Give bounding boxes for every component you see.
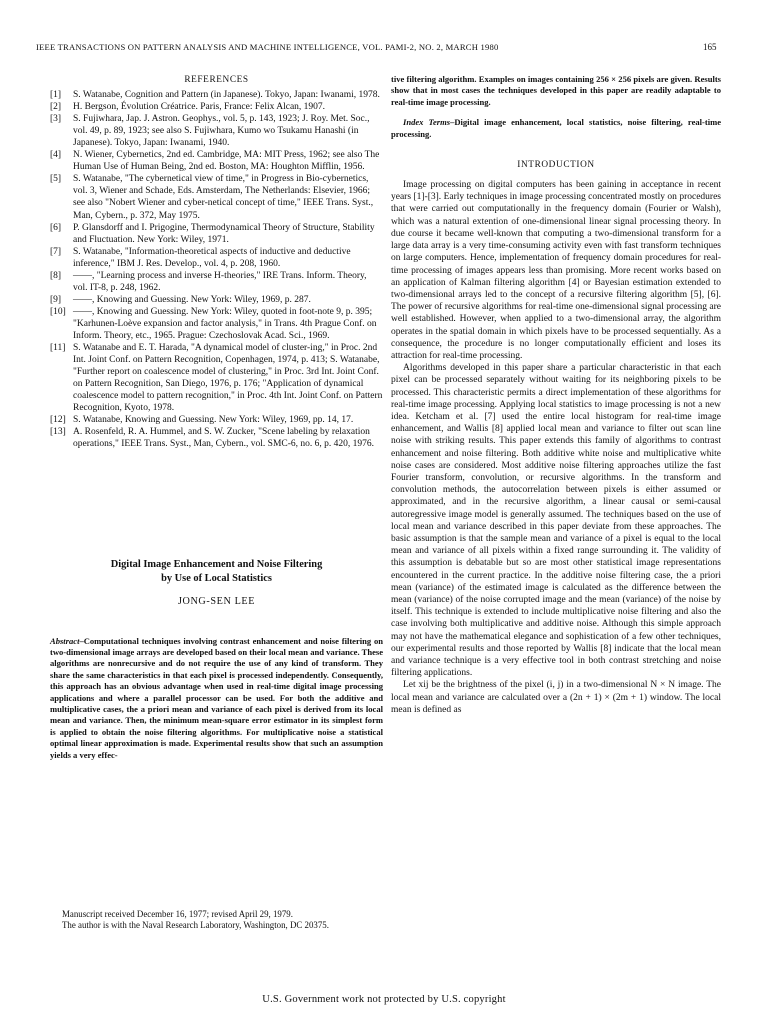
reference-item — [50, 173, 383, 221]
footnote — [50, 909, 390, 931]
body-paragraph: Image processing on digital computers has been gaining in acceptance in recent years [1]-[3]. Early techniques in image processing concentrated mostly on procedures that were carried out computationally in the frequency domain (Fourier or Walsh), which was a natural extention of one-dimensional linear signal processing theory. In due course it became well-known that computing a two-dimensional transform for a large data array is a very time-consuming activity even with fast transform techniques on large computers. Hence, implementation of frequency domain procedures for real-time processing of images appears less than promising. More recent works based on an application of Kalman filtering algorithm [4] or Bayesian estimation extended to two-dimensional arrays led to the concept of a recursive filtering algorithm [5], [6]. The power of recursive algorithms for real-time one-dimensional signal processing are well established. However, when applied to a two-dimensional array, the algorithm operates in the spatial domain in which pixels have to be processed sequentially. As a consequence, the procedure is no longer computationally efficient and loses its attraction for real-time processing. — [391, 180, 721, 361]
body-paragraph: Algorithms developed in this paper share a particular characteristic in that each pixel can be processed separately without waiting for its neighboring pixels to be processed. This characteristic permits a direct implementation of these algorithms for real-time image processing. Applying local statistics to image processing is not a new idea. Ketcham et al. [7] used the entire local histogram for real-time image enhancement, and Wallis [8] applied local mean and variance to filter out scan line noise with striking results. This paper extends this family of algorithms to contrast enhancement and noise filtering. Both additive white noise and multiplicative white noise cases are considered. Most additive noise filtering approaches utilize the fast Fourier transform, convolution, or recursive algorithms. In the transform and convolution methods, the autocorrelation between pixels is either assumed or approximated, and in the recursive algorithm, a linear causal or semi-causal autoregressive image model is generally assumed. The techniques based on the use of local mean and variance described in this paper deviate from these approaches. The basic assumption is that the sample mean and variance of a pixel is equal to the local mean and variance of all pixels within a fixed range surrounding it. The validity of this assumption is debatable but so are most other statistical image representations encountered in the current practice. In the additive noise filtering case, the a priori mean (variance) of the estimated image is calculated as the difference between the mean (variance) of the noise corrupted image and the mean (variance) of the noise by itself. This technique is extended to include multiplicative noise filtering and also the case involving both multiplicative and additive noise. Although this simple approach may not have the mathematical elegance and sophistication of a few other techniques, our experimental results and those reported by Wallis [8] indicate that the local mean and variance technique is a very effective tool in both contrast stretching and noise filtering applications. — [391, 363, 721, 679]
reference-number: [2] — [50, 102, 62, 113]
reference-number: [11] — [50, 343, 66, 354]
reference-text: H. Bergson, Évolution Créatrice. Paris, France: Felix Alcan, 1907. — [73, 102, 326, 113]
running-head: IEEE TRANSACTIONS ON PATTERN ANALYSIS AND MACHINE INTELLIGENCE, VOL. PAMI-2, NO. 2, MARCH 1980 — [36, 42, 499, 52]
abstract-continuation: tive filtering algorithm. Examples on images containing 256 × 256 pixels are given. Results show that in most cases the techniques developed in this paper are readily adaptable to real-time image processing. — [391, 74, 721, 107]
reference-number: [5] — [50, 174, 62, 185]
article-header — [50, 558, 383, 608]
article-title-line: Digital Image Enhancement and Noise Filtering — [110, 559, 323, 571]
body-paragraph: Let xij be the brightness of the pixel (i, j) in a two-dimensional N × N image. The local mean and variance are calculated over a (2n + 1) × (2m + 1) window. The local mean is defined as — [391, 680, 721, 715]
introduction-body — [391, 179, 721, 716]
manuscript-note: Manuscript received December 16, 1977; revised April 29, 1979. — [62, 909, 293, 919]
reference-number: [7] — [50, 246, 62, 257]
reference-item — [50, 306, 383, 342]
reference-item — [50, 246, 383, 270]
reference-text: ——, Knowing and Guessing. New York: Wiley, quoted in foot-note 9, p. 395; "Karhunen-Loève expansion and factor analysis," in Trans. 4th Prague Conf. on Inform. Theory, etc., 1965. Prague: Czechoslovak Acad. Sci., 1969. — [73, 306, 377, 341]
reference-number: [6] — [50, 222, 62, 233]
left-column — [50, 74, 383, 761]
introduction-heading: INTRODUCTION — [517, 160, 595, 171]
reference-number: [13] — [50, 427, 66, 438]
reference-number: [9] — [50, 294, 62, 305]
reference-number: [4] — [50, 150, 62, 161]
reference-list — [50, 89, 383, 450]
reference-item — [50, 342, 383, 414]
reference-text: S. Watanabe, "The cybernetical view of time," in Progress in Bio-cybernetics, vol. 3, Wiener and Schade, Eds. Amsterdam, The Netherlands: Elsevier, 1966; see also "Nobert Wiener and cyber-netical concept of time," IEEE Trans. Syst., Man, Cybern., p. 372, May 1975. — [73, 174, 374, 221]
index-terms-text: –Digital image enhancement, local statistics, noise filtering, real-time processing. — [391, 117, 721, 139]
abstract-text: –Computational techniques involving contrast enhancement and noise filtering on two-dimensional image arrays are developed based on their local mean and variance. These algorithms are nonrecursive and do not require the use of any kind of transform. They share the same characteristics in that each pixel is processed independently. Consequently, this approach has an obvious advantage when used in real-time digital image processing applications and where a parallel processor can be used. For both the additive and multiplicative cases, the a priori mean and variance of each pixel is derived from its local mean and variance. Then, the minimum mean-square error estimator in its simplest form is applied to obtain the noise filtering algorithms. For multiplicative noise a statistical optimal linear approximation is made. Experimental results show that such an assumption yields a very effec- — [50, 635, 383, 760]
index-terms — [391, 117, 721, 140]
reference-item — [50, 149, 383, 173]
abstract-label: Abstract — [50, 635, 80, 646]
reference-text: S. Fujiwhara, Jap. J. Astron. Geophys., vol. 5, p. 143, 1923; J. Roy. Met. Soc., vol. 49, p. 89, 1923; see also S. Fujiwhara, Kumo wo Tsukamu Hanashi (in Japanese). Tokyo, Japan: Iwanami, 1940. — [73, 114, 370, 149]
reference-text: S. Watanabe and E. T. Harada, "A dynamical model of cluster-ing," in Proc. 2nd Int. Joint Conf. on Pattern Recognition, Copenhagen, 1974, p. 413; S. Watanabe, "Further report on coalescence model of clustering," in Proc. 3rd Int. Joint Conf. on Pattern Recognition, San Diego, 1976, p. 176; "Application of dynamical coalescence model to pattern recognition," in Proc. 4th Int. Joint Conf. on Pattern Recognition, Kyoto, 1978. — [73, 343, 383, 414]
right-column — [391, 74, 721, 716]
abstract — [50, 636, 383, 761]
author-affiliation: The author is with the Naval Research Laboratory, Washington, DC 20375. — [62, 920, 329, 930]
reference-text: S. Watanabe, "Information-theoretical aspects of inductive and deductive inference," IBM J. Res. Develop., vol. 4, p. 208, 1960. — [73, 246, 351, 269]
article-title — [50, 558, 383, 586]
reference-number: [12] — [50, 415, 66, 426]
reference-item — [50, 426, 383, 450]
reference-number: [3] — [50, 114, 62, 125]
reference-text: A. Rosenfeld, R. A. Hummel, and S. W. Zucker, "Scene labeling by relaxation operations," IEEE Trans. Syst., Man, Cybern., vol. SMC-6, no. 6, p. 420, 1976. — [73, 427, 375, 450]
reference-text: ——, Knowing and Guessing. New York: Wiley, 1969, p. 287. — [73, 294, 311, 305]
author-name: JONG-SEN LEE — [177, 596, 256, 608]
reference-text: N. Wiener, Cybernetics, 2nd ed. Cambridge, MA: MIT Press, 1962; see also The Human Use of Human Being, 2nd ed. Boston, MA: Houghton Mifflin, 1956. — [73, 150, 380, 173]
reference-item — [50, 89, 383, 101]
reference-item — [50, 294, 383, 306]
copyright-notice: U.S. Government work not protected by U.S. copyright — [262, 994, 506, 1005]
reference-text: S. Watanabe, Cognition and Pattern (in Japanese). Tokyo, Japan: Iwanami, 1978. — [73, 90, 380, 101]
reference-item — [50, 270, 383, 294]
reference-text: ——, "Learning process and inverse H-theories," IRE Trans. Inform. Theory, vol. IT-8, p. 248, 1962. — [73, 270, 367, 293]
reference-item — [50, 414, 383, 426]
reference-number: [8] — [50, 270, 62, 281]
reference-number: [1] — [50, 90, 62, 101]
page-number: 165 — [703, 42, 717, 52]
reference-text: S. Watanabe, Knowing and Guessing. New York: Wiley, 1969, pp. 14, 17. — [73, 415, 354, 426]
reference-item — [50, 101, 383, 113]
article-title-line: by Use of Local Statistics — [161, 573, 272, 585]
reference-item — [50, 222, 383, 246]
reference-text: P. Glansdorff and I. Prigogine, Thermodynamical Theory of Structure, Stability and Fluctuation. New York: Wiley, 1971. — [73, 222, 375, 245]
reference-item — [50, 113, 383, 149]
references-heading: REFERENCES — [184, 75, 249, 85]
reference-number: [10] — [50, 306, 66, 317]
index-terms-label: Index Terms — [403, 117, 451, 128]
